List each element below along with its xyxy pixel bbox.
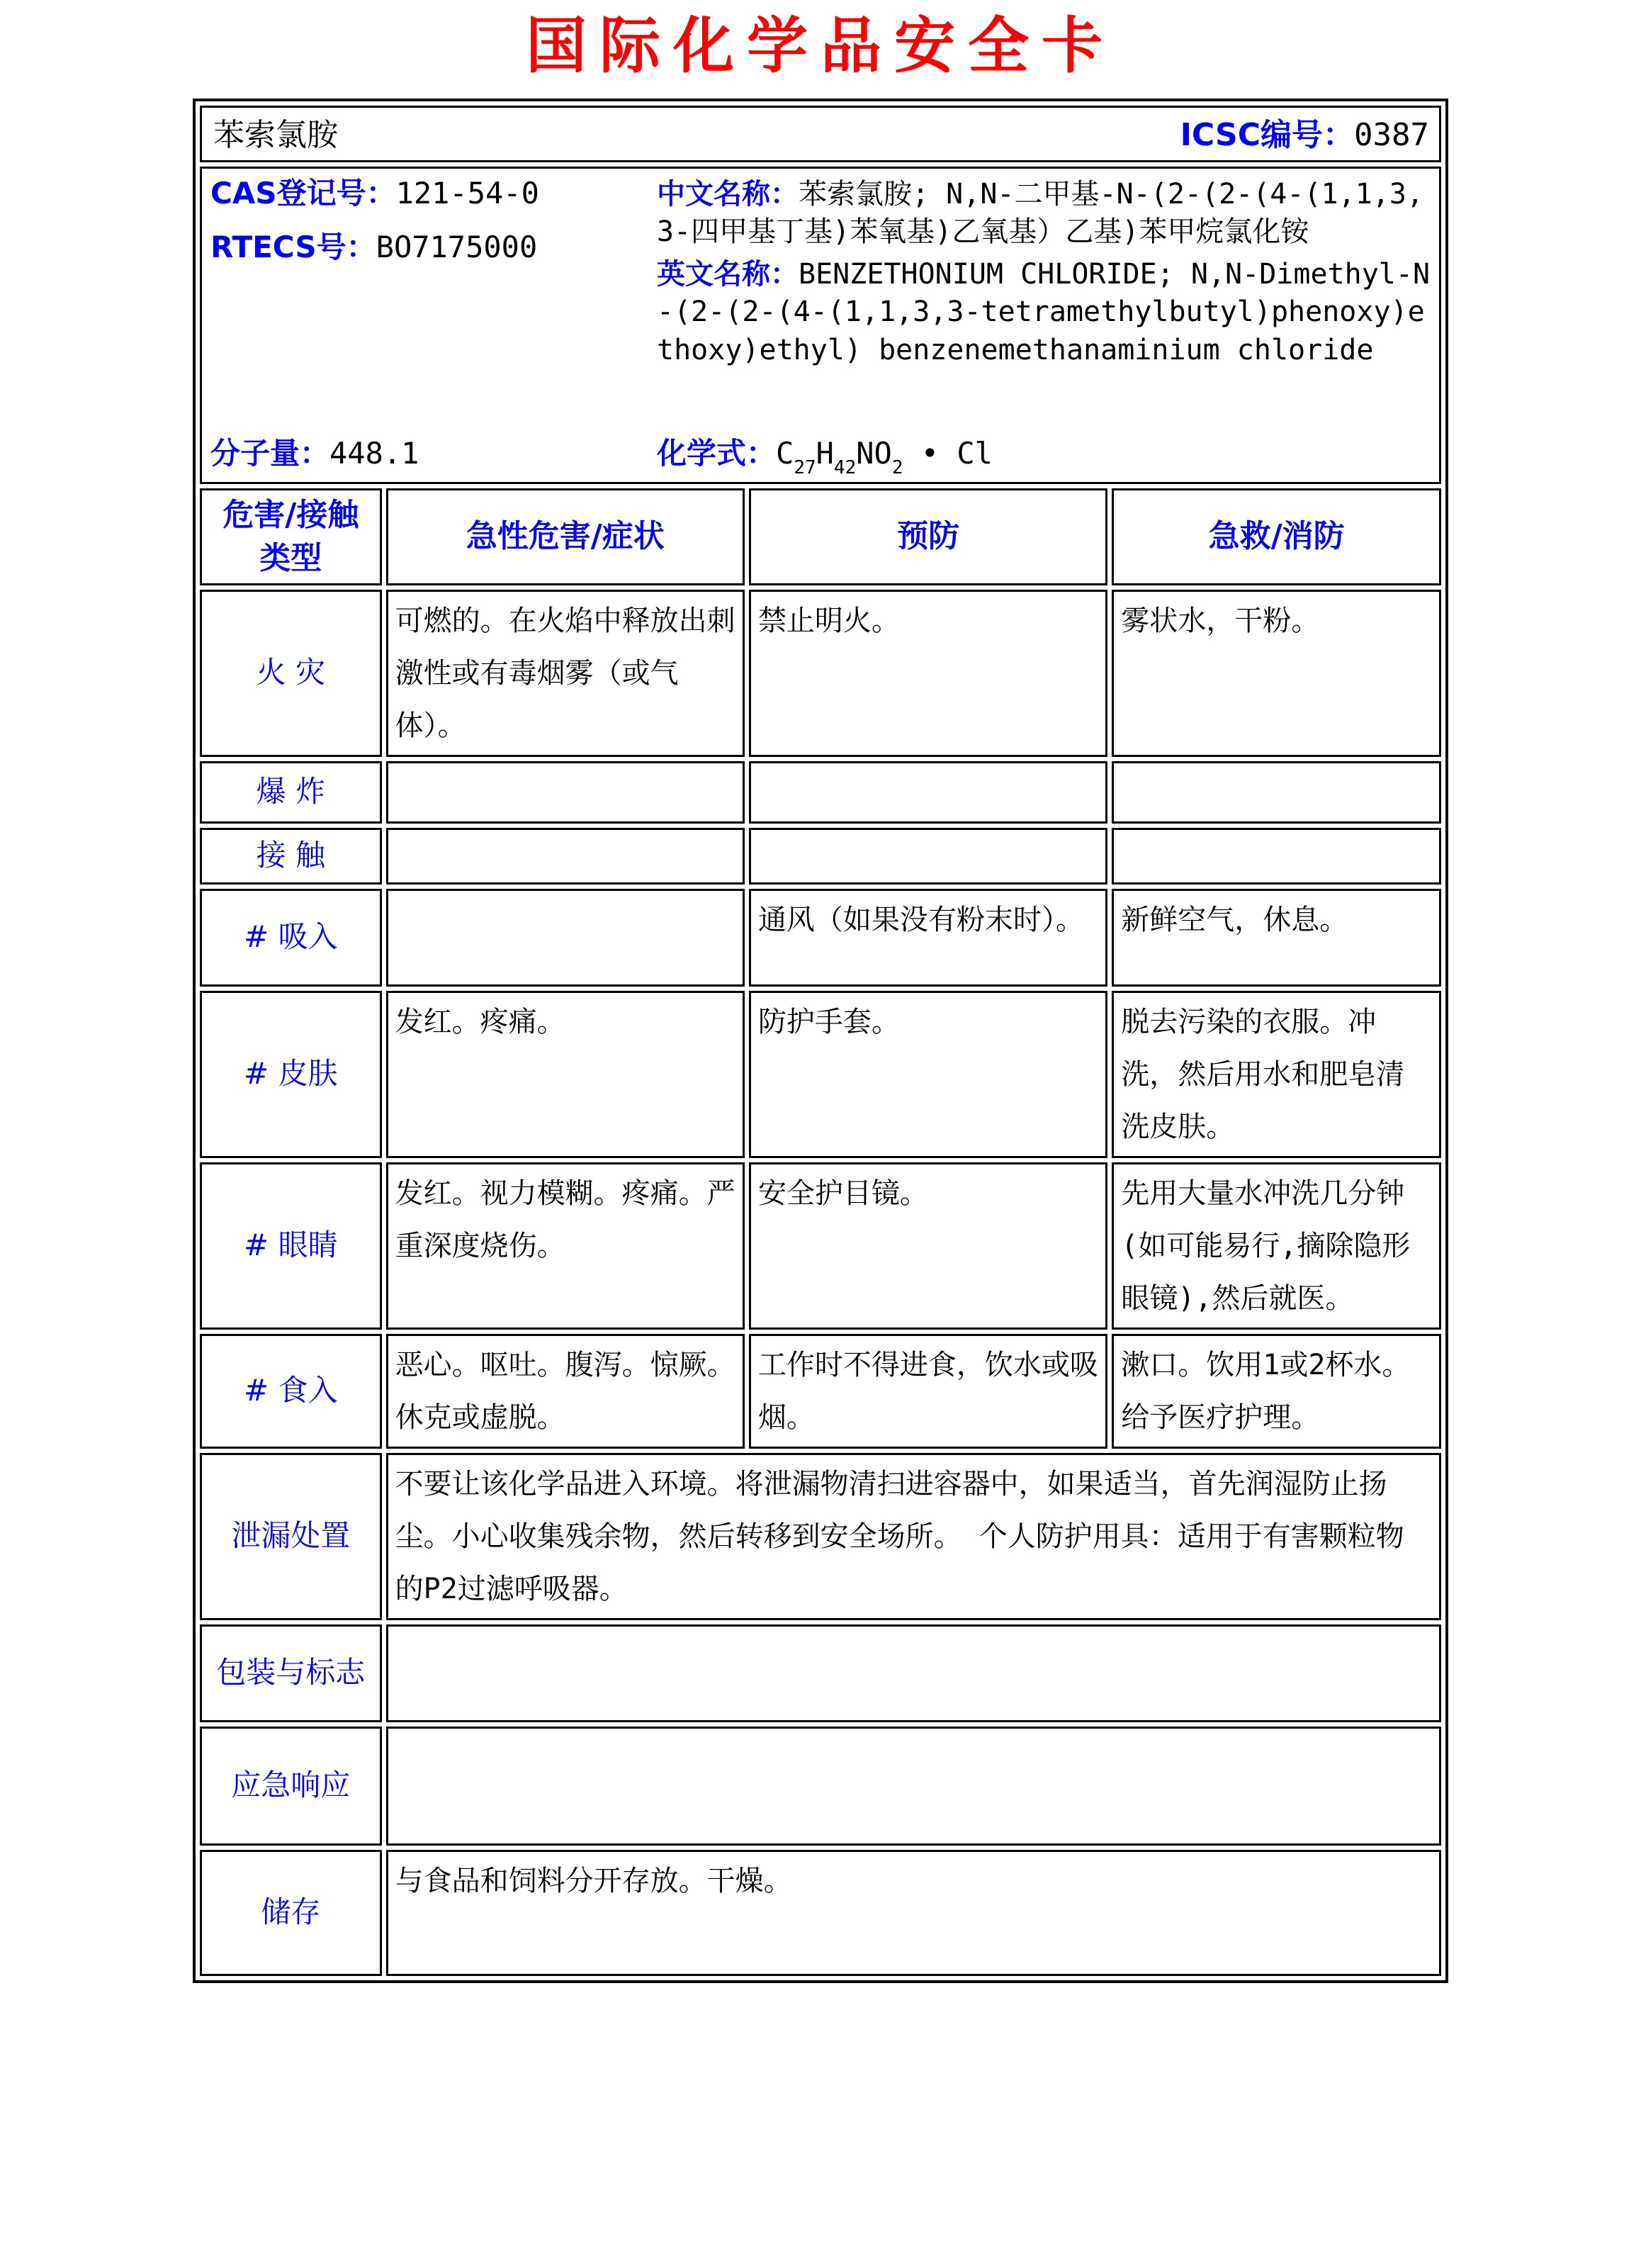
icsc-number-group bbox=[1180, 113, 1429, 157]
explosion-symptoms bbox=[386, 761, 745, 824]
eyes-response: 先用大量水冲洗几分钟(如可能易行,摘除隐形眼镜),然后就医。 bbox=[1112, 1162, 1441, 1330]
spill-disposal-row bbox=[200, 1453, 1441, 1620]
hazard-row-explosion bbox=[200, 761, 1441, 824]
eyes-symptoms: 发红。视力模糊。疼痛。严重深度烧伤。 bbox=[386, 1162, 745, 1330]
packaging-labelling-label: 包装与标志 bbox=[200, 1624, 382, 1722]
registry-numbers-block bbox=[210, 176, 657, 284]
hazard-header-row bbox=[200, 488, 1441, 585]
rtecs-value: BO7175000 bbox=[376, 229, 538, 264]
explosion-response bbox=[1112, 761, 1441, 824]
hazard-row-ingestion bbox=[200, 1334, 1441, 1449]
chinese-name-value: 苯索氯胺; N,N-二甲基-N-(2-(2-(4-(1,1,3,3-四甲基丁基)苯氧基)乙氧基）乙基)苯甲烷氯化铵 bbox=[657, 177, 1424, 249]
page-title: 国际化学品安全卡 bbox=[526, 11, 1115, 82]
ingestion-response: 漱口。饮用1或2杯水。给予医疗护理。 bbox=[1112, 1334, 1441, 1449]
header-prevention: 预防 bbox=[749, 488, 1107, 585]
hazard-row-inhalation bbox=[200, 889, 1441, 987]
chemical-formula-line bbox=[657, 436, 1431, 479]
english-name-label: 英文名称： bbox=[657, 257, 799, 291]
identifiers-row bbox=[200, 167, 1441, 484]
ingestion-label: # 食入 bbox=[200, 1334, 382, 1449]
explosion-label: 爆 炸 bbox=[200, 761, 382, 824]
spill-disposal-label: 泄漏处置 bbox=[200, 1453, 382, 1620]
chinese-name-label: 中文名称： bbox=[657, 177, 799, 210]
icsc-number-label: ICSC编号： bbox=[1180, 116, 1355, 153]
contact-label: 接 触 bbox=[200, 828, 382, 885]
hazard-row-contact bbox=[200, 828, 1441, 885]
skin-prevention: 防护手套。 bbox=[749, 991, 1107, 1158]
hazard-row-fire bbox=[200, 590, 1441, 757]
chemical-formula-value: $C_{27}H_{42}NO_2$ • Cl bbox=[776, 436, 993, 479]
storage-label: 储存 bbox=[200, 1850, 382, 1976]
icsc-number-value: 0387 bbox=[1354, 116, 1429, 153]
ingestion-prevention: 工作时不得进食，饮水或吸烟。 bbox=[749, 1334, 1107, 1449]
skin-response: 脱去污染的衣服。冲洗，然后用水和肥皂清洗皮肤。 bbox=[1112, 991, 1441, 1158]
contact-prevention bbox=[749, 828, 1107, 885]
skin-label: # 皮肤 bbox=[200, 991, 382, 1158]
header-hazard-type: 危害/接触类型 bbox=[200, 488, 382, 585]
chemical-names-block bbox=[657, 176, 1431, 374]
storage-content: 与食品和饲料分开存放。干燥。 bbox=[386, 1850, 1441, 1976]
packaging-labelling-row bbox=[200, 1624, 1441, 1722]
chinese-name-line bbox=[657, 176, 1431, 252]
storage-row bbox=[200, 1850, 1441, 1976]
inhalation-symptoms bbox=[386, 889, 745, 987]
emergency-response-row bbox=[200, 1727, 1441, 1846]
explosion-prevention bbox=[749, 761, 1107, 824]
fire-prevention: 禁止明火。 bbox=[749, 590, 1107, 757]
english-name-line bbox=[657, 256, 1431, 370]
substance-header-cell bbox=[200, 106, 1441, 162]
cas-line bbox=[210, 176, 657, 211]
substance-name: 苯索氯胺 bbox=[213, 116, 338, 153]
ingestion-symptoms: 恶心。呕吐。腹泻。惊厥。休克或虚脱。 bbox=[386, 1334, 745, 1449]
eyes-label: # 眼睛 bbox=[200, 1162, 382, 1330]
cas-label: CAS登记号： bbox=[210, 175, 396, 210]
skin-symptoms: 发红。疼痛。 bbox=[386, 991, 745, 1158]
hazard-row-eyes bbox=[200, 1162, 1441, 1330]
cas-value: 121-54-0 bbox=[395, 175, 539, 210]
fire-response: 雾状水，干粉。 bbox=[1112, 590, 1441, 757]
emergency-response-label: 应急响应 bbox=[200, 1727, 382, 1846]
rtecs-line bbox=[210, 230, 657, 265]
substance-header-row bbox=[200, 106, 1441, 162]
contact-response bbox=[1112, 828, 1441, 885]
spill-disposal-content: 不要让该化学品进入环境。将泄漏物清扫进容器中，如果适当，首先润湿防止扬尘。小心收集残余物，然后转移到安全场所。 个人防护用具：适用于有害颗粒物的P2过滤呼吸器。 bbox=[386, 1453, 1441, 1620]
rtecs-label: RTECS号： bbox=[210, 229, 376, 264]
english-name-value: BENZETHONIUM CHLORIDE; N,N-Dimethyl-N-(2-(2-(4-(1,1,3,3-tetramethylbutyl)phenoxy)ethoxy)ethyl) benzenemethanaminium chloride bbox=[657, 257, 1431, 366]
inhalation-response: 新鲜空气，休息。 bbox=[1112, 889, 1441, 987]
molecular-weight-line bbox=[210, 436, 657, 471]
hazard-row-skin bbox=[200, 991, 1441, 1158]
contact-symptoms bbox=[386, 828, 745, 885]
inhalation-label: # 吸入 bbox=[200, 889, 382, 987]
safety-card-table bbox=[193, 99, 1448, 1983]
header-acute-symptoms: 急性危害/症状 bbox=[386, 488, 745, 585]
eyes-prevention: 安全护目镜。 bbox=[749, 1162, 1107, 1330]
fire-symptoms: 可燃的。在火焰中释放出刺激性或有毒烟雾（或气体）。 bbox=[386, 590, 745, 757]
packaging-labelling-content bbox=[386, 1624, 1441, 1722]
identifiers-cell bbox=[200, 167, 1441, 484]
molecular-weight-label: 分子量： bbox=[210, 436, 330, 471]
emergency-response-content bbox=[386, 1727, 1441, 1846]
inhalation-prevention: 通风（如果没有粉末时）。 bbox=[749, 889, 1107, 987]
molecular-weight-value: 448.1 bbox=[329, 436, 419, 471]
chemical-formula-label: 化学式： bbox=[657, 436, 777, 471]
fire-label: 火 灾 bbox=[200, 590, 382, 757]
header-first-aid: 急救/消防 bbox=[1112, 488, 1441, 585]
